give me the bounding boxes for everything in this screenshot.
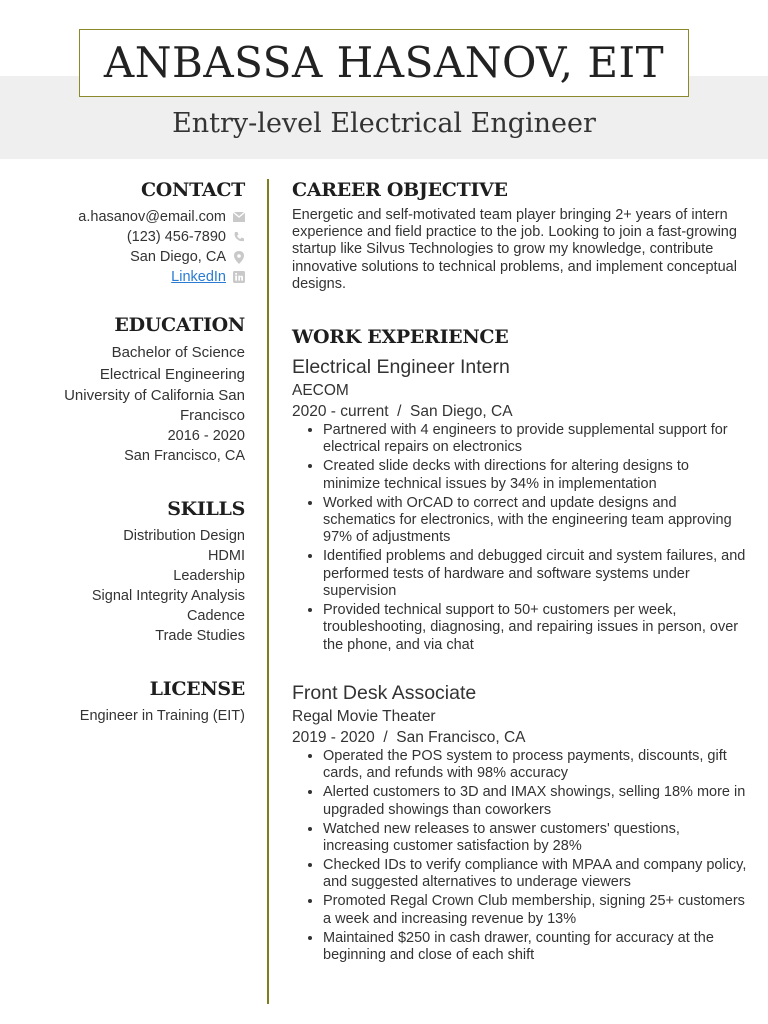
job-company: AECOM	[292, 382, 349, 399]
email-text[interactable]: a.hasanov@email.com	[78, 209, 226, 225]
left-column	[20, 177, 245, 726]
phone-text[interactable]: (123) 456-7890	[126, 229, 226, 245]
license-heading: LICENSE	[149, 678, 245, 700]
envelope-icon	[232, 211, 245, 224]
phone-line	[20, 227, 245, 247]
list-item: • Partnered with 4 engineers to provide supplemental support for electrical repairs on electronics	[323, 422, 747, 457]
skills-heading: SKILLS	[167, 498, 245, 520]
job-title: Electrical Engineer Intern	[292, 356, 510, 378]
linkedin-line	[20, 267, 245, 287]
candidate-name: ANBASSA HASANOV, EIT	[103, 38, 665, 87]
name-box	[79, 29, 689, 97]
job-meta: 2020 - current / San Diego, CA	[292, 403, 513, 420]
objective-heading: CAREER OBJECTIVE	[292, 179, 508, 201]
column-divider	[267, 179, 269, 1004]
skills-section	[20, 496, 245, 676]
job-bullets	[292, 422, 747, 654]
skill-item: Trade Studies	[155, 628, 245, 644]
list-item: • Operated the POS system to process payments, discounts, gift cards, and refunds with 98% accuracy	[323, 748, 747, 783]
email-line	[20, 207, 245, 227]
list-item: • Promoted Regal Crown Club membership, signing 25+ customers a week and increasing revenue by 13%	[323, 893, 747, 928]
contact-section	[20, 177, 245, 312]
list-item: • Watched new releases to answer customers' questions, increasing customer satisfaction by 28%	[323, 821, 747, 856]
list-item: • Worked with OrCAD to correct and update designs and schematics for electronics, with the engineering team approving 97% of adjustments	[323, 495, 747, 547]
license-section	[20, 676, 245, 726]
skill-item: Distribution Design	[123, 528, 245, 544]
contact-heading: CONTACT	[140, 179, 245, 201]
job-title-headline: Entry-level Electrical Engineer	[172, 108, 596, 139]
job-entry	[292, 354, 747, 680]
job-entry	[292, 680, 747, 964]
skill-item: Leadership	[173, 568, 245, 584]
degree: Bachelor of Science	[111, 344, 245, 361]
linkedin-icon	[232, 271, 245, 284]
skill-item: HDMI	[207, 548, 245, 564]
job-company: Regal Movie Theater	[292, 708, 436, 725]
list-item: • Provided technical support to 50+ customers per week, troubleshooting, diagnosing, and repairing issues in person, over the phone, and via chat	[323, 602, 747, 654]
location-line	[20, 247, 245, 267]
phone-icon	[232, 231, 245, 244]
map-pin-icon	[232, 251, 245, 264]
major: Electrical Engineering	[99, 366, 245, 383]
education-section	[20, 312, 245, 496]
objective-section	[292, 177, 747, 324]
linkedin-link[interactable]: LinkedIn	[171, 269, 226, 285]
education-location: San Francisco, CA	[124, 448, 245, 464]
job-title: Front Desk Associate	[292, 682, 477, 704]
school: University of California San Francisco	[64, 387, 245, 424]
skill-item: Signal Integrity Analysis	[91, 588, 245, 604]
license-item: Engineer in Training (EIT)	[79, 708, 245, 724]
objective-text: Energetic and self-motivated team player bringing 2+ years of intern experience and field practice to the job. Looking to join a fast-growing startup like Silvus Technologies to grow my knowledge, contribute innovative solutions to technical problems, and implement conceptual designs.	[292, 207, 737, 292]
list-item: • Created slide decks with directions for altering designs to minimize technical issues by 34% in implementation	[323, 458, 747, 493]
experience-section	[292, 324, 747, 964]
list-item: • Maintained $250 in cash drawer, counting for accuracy at the beginning and close of each shift	[323, 930, 747, 965]
list-item: • Checked IDs to verify compliance with MPAA and company policy, and suggested alternatives to underage viewers	[323, 857, 747, 892]
job-meta: 2019 - 2020 / San Francisco, CA	[292, 729, 526, 746]
skill-item: Cadence	[186, 608, 245, 624]
location-text: San Diego, CA	[130, 249, 226, 265]
right-column	[292, 177, 747, 966]
education-heading: EDUCATION	[114, 314, 245, 336]
experience-heading: WORK EXPERIENCE	[292, 326, 509, 348]
list-item: • Identified problems and debugged circuit and system failures, and performed tests of hardware and software systems under supervision	[323, 548, 747, 600]
education-years: 2016 - 2020	[167, 428, 245, 444]
job-bullets	[292, 748, 747, 964]
list-item: • Alerted customers to 3D and IMAX showings, selling 18% more in upgraded showings than coworkers	[323, 784, 747, 819]
